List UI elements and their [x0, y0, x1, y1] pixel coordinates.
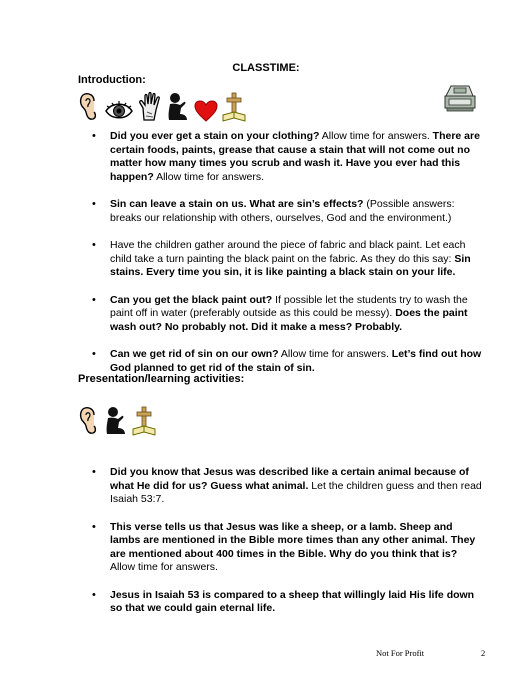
presentation-bullet-list [84, 466, 484, 616]
cross-bible-icon [222, 92, 246, 122]
list-item: • Jesus in Isaiah 53 is compared to a sheep that willingly laid His life down so that we could gain eternal life. [84, 589, 484, 616]
praying-child-icon [166, 92, 190, 122]
presentation-heading: Presentation/learning activities: [78, 373, 245, 385]
list-item: • Sin can leave a stain on us. What are sin’s effects? (Possible answers: breaks our relationship with others, ourselves, God and the environment.) [84, 198, 484, 225]
page-number: 2 [481, 648, 486, 658]
list-item: • Did you ever get a stain on your clothing? Allow time for answers. There are certain foods, paints, grease that cause a stain that will not come out no matter how many times you scrub and wash it. Have you ever had this happen? Allow time for answers. [84, 130, 484, 184]
list-item: • Can you get the black paint out? If possible let the students try to wash the paint off in water (preferably outside as this could be messy). Does the paint wash out? No probably not. Did it make a mess? Probably. [84, 294, 484, 335]
intro-icon-strip [78, 92, 246, 122]
introduction-bullet-list [84, 130, 484, 375]
list-item: • Did you know that Jesus was described like a certain animal because of what He did for us? Guess what animal. Let the children guess and then read Isaiah 53:7. [84, 466, 484, 507]
praying-child-icon [104, 406, 128, 436]
cross-bible-icon [132, 406, 156, 436]
footer-note: Not For Profit [376, 648, 425, 658]
list-item: • Have the children gather around the piece of fabric and black paint. Let each child take a turn painting the black paint on the fabric. As they do this say: Sin stains. Every time you sin, it is like painting a black stain on your life. [84, 239, 484, 280]
ear-icon [78, 92, 100, 122]
list-item: • This verse tells us that Jesus was like a sheep, or a lamb. Sheep and lambs are mentioned in the Bible more times than any other animal. They are mentioned about 400 times in the Bible. Why do you think that is? Allow time for answers. [84, 521, 484, 575]
heart-icon [194, 100, 218, 122]
cash-register-icon [443, 82, 477, 112]
presentation-icon-strip [78, 406, 156, 436]
eye-icon [104, 100, 134, 122]
ear-icon [78, 406, 100, 436]
hand-icon [138, 92, 162, 122]
introduction-heading: Introduction: [78, 74, 146, 86]
page-title: CLASSTIME: [232, 62, 300, 74]
list-item: • Can we get rid of sin on our own? Allow time for answers. Let’s find out how God planned to get rid of the stain of sin. [84, 348, 484, 375]
